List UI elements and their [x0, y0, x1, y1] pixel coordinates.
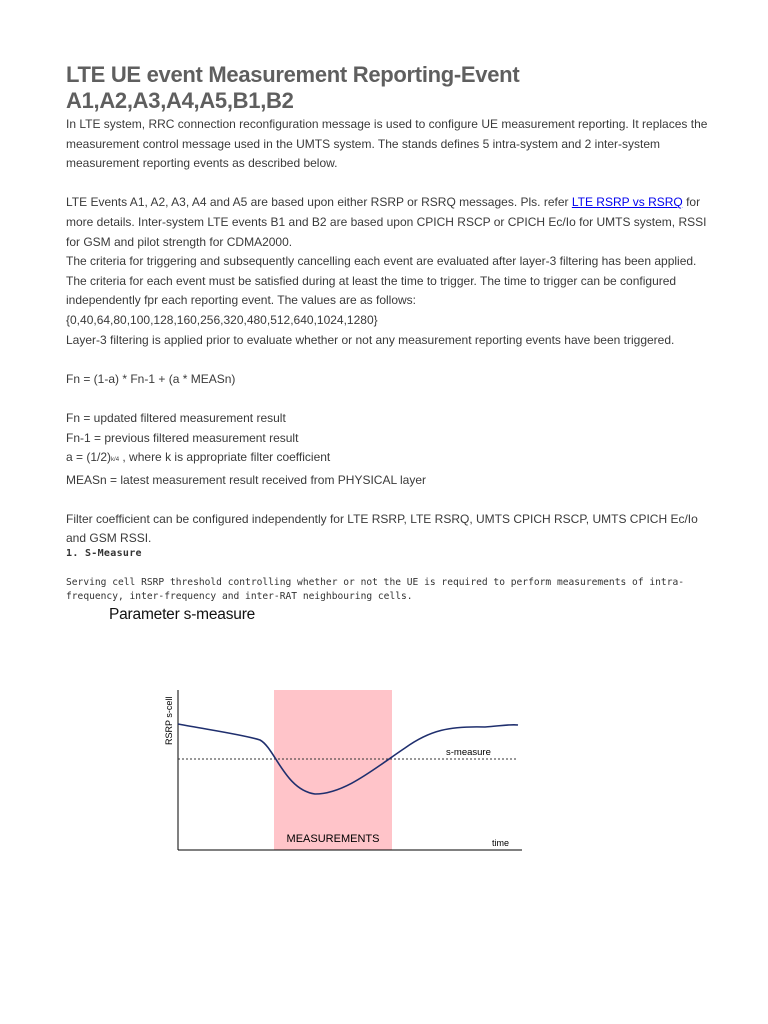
definition-fn-1: Fn-1 = previous filtered measurement result: [66, 430, 299, 445]
s-measure-heading: 1. S-Measure: [66, 548, 142, 559]
x-axis-label: time: [492, 838, 510, 848]
page-title: LTE UE event Measurement Reporting-Event A1,A2,A3,A4,A5,B1,B2: [66, 62, 520, 113]
definition-measn: MEASn = latest measurement result received from PHYSICAL layer: [66, 472, 427, 487]
definition-a-rest: , where k is appropriate filter coefficient: [119, 450, 331, 465]
events-text-after-link: for more details. Inter-system LTE events B1 and B2 are based upon CPICH RSCP or CPICH Ec/Io for UMTS system, RSSI for GSM and pilot strength for CDMA2000.: [66, 195, 707, 249]
s-measure-diagram: [150, 680, 530, 860]
definition-fn: Fn = updated filtered measurement result: [66, 410, 286, 425]
intro-paragraph: In LTE system, RRC connection reconfiguration message is used to configure UE measurement reporting. It replaces the measurement control message used in the UMTS system. The stands defines 5 intra-system and 2 inter-system measurement reporting events as described below.: [66, 117, 708, 171]
measurements-label: MEASUREMENTS: [286, 833, 380, 845]
s-measure-description: Serving cell RSRP threshold controlling whether or not the UE is required to perform measurements of intra-frequency, inter-frequency and inter-RAT neighbouring cells.: [66, 577, 685, 602]
trigger-criteria-paragraph: The criteria for triggering and subsequently cancelling each event are evaluated after layer-3 filtering has been applied. The criteria for each event must be satisfied during at least the time to trigger. The time to trigger can be configured independently fpr each reporting event. The values are as follows:: [66, 254, 697, 308]
definition-a: [66, 448, 712, 471]
time-to-trigger-values: {0,40,64,80,100,128,160,256,320,480,512,640,1024,1280}: [66, 312, 378, 327]
figure-title: Parameter s-measure: [109, 606, 256, 623]
filter-coefficient-paragraph: Filter coefficient can be configured independently for LTE RSRP, LTE RSRQ, UMTS CPICH RSCP, UMTS CPICH Ec/Io and GSM RSSI.: [66, 511, 698, 546]
events-paragraph: [66, 193, 712, 252]
definition-a-subscript: k/4: [111, 457, 120, 464]
article-body: [66, 115, 712, 549]
s-measure-label: s-measure: [446, 747, 491, 758]
y-axis-label: RSRP s-cell: [164, 696, 174, 745]
definition-a-text: a = (1/2): [66, 450, 112, 465]
rsrp-vs-rsrq-link[interactable]: LTE RSRP vs RSRQ: [571, 195, 683, 210]
layer3-filtering-paragraph: Layer-3 filtering is applied prior to evaluate whether or not any measurement reporting events have been triggered.: [66, 332, 675, 347]
events-text-before-link: LTE Events A1, A2, A3, A4 and A5 are based upon either RSRP or RSRQ messages. Pls. refer: [66, 195, 572, 210]
filter-formula: Fn = (1-a) * Fn-1 + (a * MEASn): [66, 371, 236, 386]
